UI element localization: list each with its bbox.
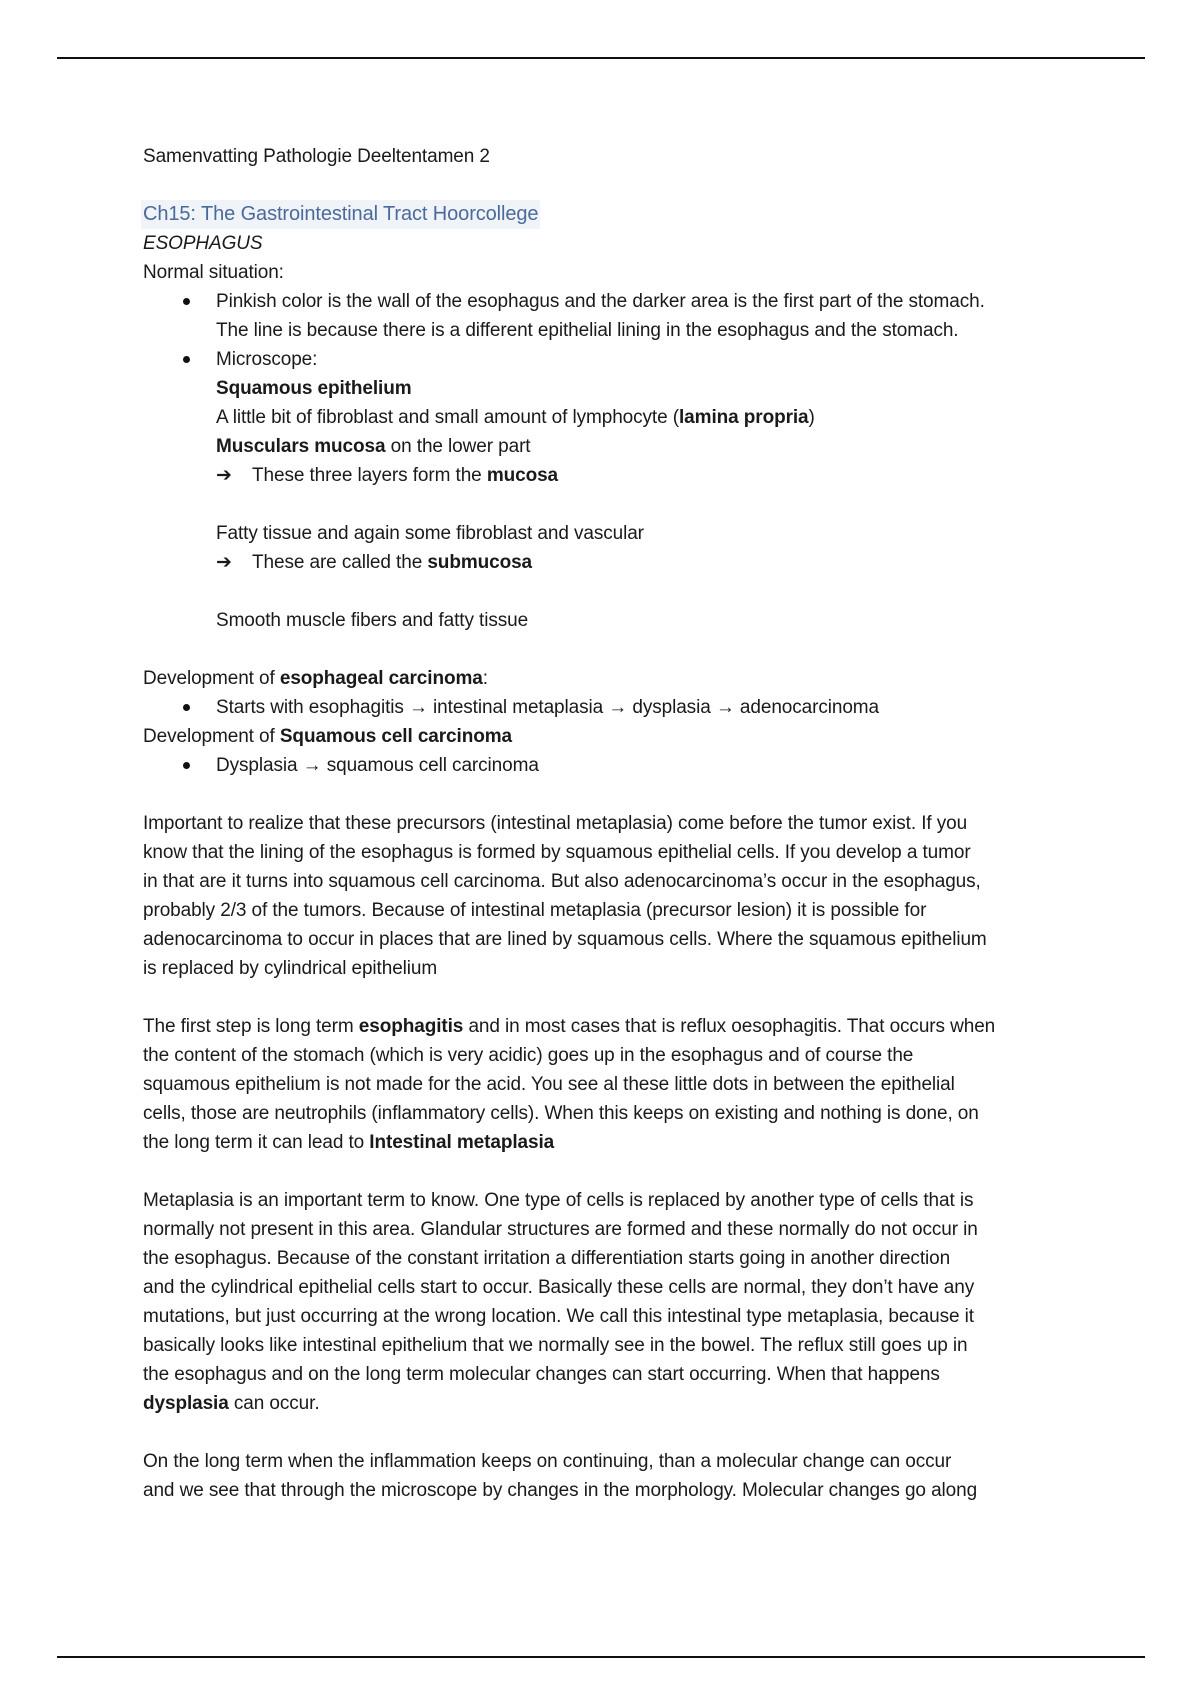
normal-situation-label: Normal situation: xyxy=(143,262,284,283)
squamous-epithelium-line xyxy=(143,374,1083,403)
footer-rule xyxy=(57,1656,1145,1658)
paragraph-line: and the cylindrical epithelial cells start to occur. Basically these cells are normal, they don’t have any xyxy=(143,1277,975,1298)
paragraph-line: Important to realize that these precursors (intestinal metaplasia) come before the tumor exist. If you xyxy=(143,813,968,834)
submucosa-arrow-line xyxy=(143,548,1083,577)
paragraph-line: and we see that through the microscope by changes in the morphology. Molecular changes go along xyxy=(143,1480,978,1501)
blank-line xyxy=(143,577,1083,606)
text-run: A little bit of fibroblast and small amount of lymphocyte ( xyxy=(216,407,679,428)
bold-term: Squamous epithelium xyxy=(216,378,412,399)
scc-heading xyxy=(143,722,1083,751)
paragraph-esophagitis xyxy=(143,1012,1083,1157)
bold-term: Squamous cell carcinoma xyxy=(279,726,512,747)
bullet-text: Dysplasia → squamous cell carcinoma xyxy=(216,755,539,776)
paragraph-line: the esophagus. Because of the constant irritation a differentiation starts going in another direction xyxy=(143,1248,951,1269)
scc-list xyxy=(143,751,1083,780)
text-run: Development of xyxy=(143,668,280,689)
bullet-text: The line is because there is a different epithelial lining in the esophagus and the stomach. xyxy=(216,320,959,341)
bullet-text: Microscope: xyxy=(216,349,318,370)
paragraph-line: squamous epithelium is not made for the acid. You see al these little dots in between the epithelial xyxy=(143,1074,955,1095)
blank-line xyxy=(143,490,1083,519)
chapter-heading-line xyxy=(143,200,1083,229)
page-content xyxy=(143,142,1083,1505)
lamina-propria-line xyxy=(143,403,1083,432)
paragraph-metaplasia xyxy=(143,1186,1083,1418)
text-run: These three layers form the xyxy=(252,465,487,486)
normal-situation-list xyxy=(143,287,1083,374)
section-heading: ESOPHAGUS xyxy=(143,233,263,254)
chapter-heading: Ch15: The Gastrointestinal Tract Hoorcollege xyxy=(141,200,540,229)
text-run: Development of xyxy=(143,726,280,747)
blank-line xyxy=(143,983,1083,1012)
paragraph-line xyxy=(143,1389,1083,1418)
bold-term: Musculars mucosa xyxy=(216,436,386,457)
blank-line xyxy=(143,1418,1083,1447)
text-run: and in most cases that is reflux oesophagitis. That occurs when xyxy=(463,1016,996,1037)
fatty-tissue-line: Fatty tissue and again some fibroblast and vascular xyxy=(216,523,644,544)
bold-term: submucosa xyxy=(427,552,533,573)
paragraph-line: normally not present in this area. Glandular structures are formed and these normally do not occur in xyxy=(143,1219,978,1240)
list-item xyxy=(143,287,1083,345)
text-run: on the lower part xyxy=(385,436,531,457)
esophageal-carcinoma-list xyxy=(143,693,1083,722)
paragraph-line: mutations, but just occurring at the wrong location. We call this intestinal type metaplasia, because it xyxy=(143,1306,974,1327)
bold-term: Intestinal metaplasia xyxy=(369,1132,555,1153)
bold-term: dysplasia xyxy=(143,1393,229,1414)
paragraph-line: know that the lining of the esophagus is formed by squamous epithelial cells. If you develop a tumor xyxy=(143,842,971,863)
document-title: Samenvatting Pathologie Deeltentamen 2 xyxy=(143,146,490,167)
blank-line xyxy=(143,1157,1083,1186)
paragraph-line: in that are it turns into squamous cell carcinoma. But also adenocarcinoma’s occur in the esophagus, xyxy=(143,871,981,892)
header-rule xyxy=(57,57,1145,59)
list-item xyxy=(143,751,1083,780)
paragraph-line: the content of the stomach (which is very acidic) goes up in the esophagus and of course the xyxy=(143,1045,914,1066)
text-run: These are called the xyxy=(252,552,428,573)
arrow-icon: ➔ xyxy=(216,465,232,486)
bold-term: esophageal carcinoma xyxy=(279,668,483,689)
list-item xyxy=(143,345,1083,374)
paragraph-line: the esophagus and on the long term molecular changes can start occurring. When that happens xyxy=(143,1364,940,1385)
bold-term: mucosa xyxy=(486,465,559,486)
text-run: the long term it can lead to xyxy=(143,1132,370,1153)
bold-term: esophagitis xyxy=(358,1016,464,1037)
text-run: The first step is long term xyxy=(143,1016,359,1037)
smooth-muscle-line: Smooth muscle fibers and fatty tissue xyxy=(216,610,529,631)
bullet-text: Pinkish color is the wall of the esophagus and the darker area is the first part of the stomach. xyxy=(216,291,985,312)
blank-line xyxy=(143,780,1083,809)
paragraph-precursors xyxy=(143,809,1083,983)
text-run: : xyxy=(482,668,488,689)
arrow-icon: ➔ xyxy=(216,552,232,573)
paragraph-line: is replaced by cylindrical epithelium xyxy=(143,958,438,979)
paragraph-molecular-change xyxy=(143,1447,1083,1505)
paragraph-line xyxy=(143,1128,1083,1157)
muscularus-mucosa-line xyxy=(143,432,1083,461)
paragraph-line: basically looks like intestinal epithelium that we normally see in the bowel. The reflux still goes up in xyxy=(143,1335,968,1356)
paragraph-line: adenocarcinoma to occur in places that are lined by squamous cells. Where the squamous epithelium xyxy=(143,929,987,950)
text-run: ) xyxy=(808,407,815,428)
text-run: can occur. xyxy=(228,1393,320,1414)
paragraph-line: probably 2/3 of the tumors. Because of intestinal metaplasia (precursor lesion) it is possible for xyxy=(143,900,927,921)
mucosa-arrow-line xyxy=(143,461,1083,490)
paragraph-line: cells, those are neutrophils (inflammatory cells). When this keeps on existing and nothing is done, on xyxy=(143,1103,979,1124)
blank-line xyxy=(143,635,1083,664)
bullet-text: Starts with esophagitis → intestinal metaplasia → dysplasia → adenocarcinoma xyxy=(216,697,880,718)
esophageal-carcinoma-heading xyxy=(143,664,1083,693)
paragraph-line xyxy=(143,1012,1083,1041)
paragraph-line: Metaplasia is an important term to know. One type of cells is replaced by another type of cells that is xyxy=(143,1190,974,1211)
list-item xyxy=(143,693,1083,722)
bold-term: lamina propria xyxy=(679,407,809,428)
paragraph-line: On the long term when the inflammation keeps on continuing, than a molecular change can occur xyxy=(143,1451,952,1472)
